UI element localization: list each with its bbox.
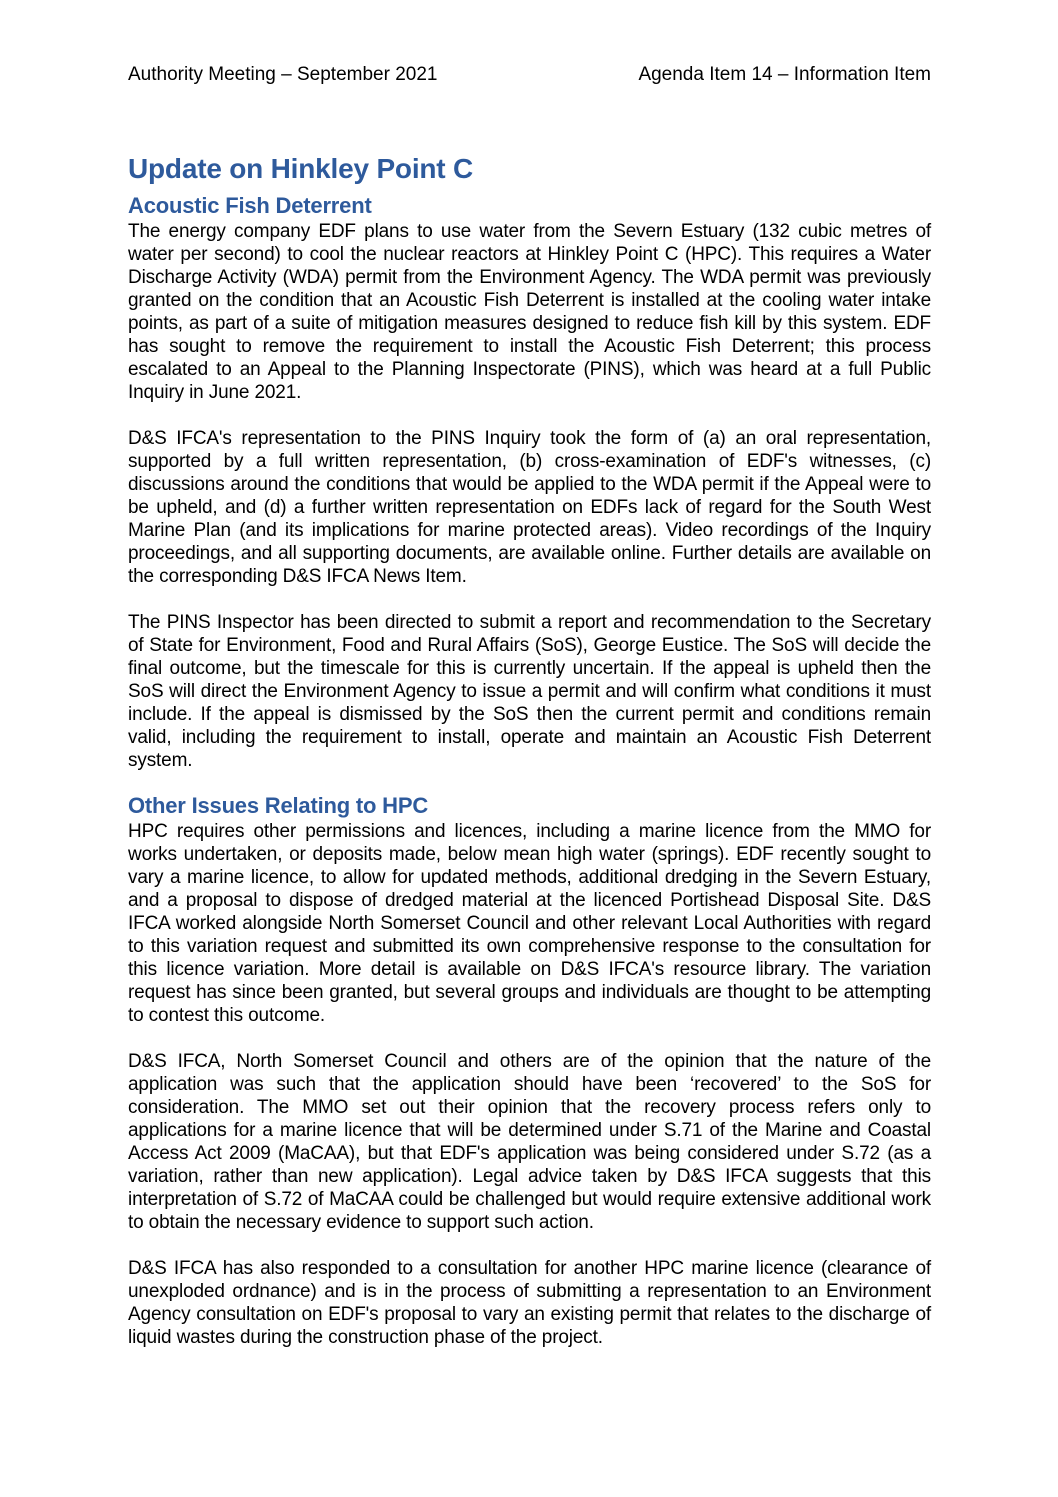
header-meeting: Authority Meeting – September 2021 — [128, 64, 438, 85]
running-header — [128, 62, 931, 88]
section-acoustic-fish-deterrent — [128, 192, 931, 772]
paragraph: HPC requires other permissions and licences, including a marine licence from the MMO for works undertaken, or deposits made, below mean high water (springs). EDF recently sought to vary a marine licence, to allow for updated methods, additional dredging in the Severn Estuary, and a proposal to dispose of dredged material at the licenced Portishead Disposal Site. D&S IFCA worked alongside North Somerset Council and other relevant Local Authorities with regard to this variation request and submitted its own comprehensive response to the consultation for this licence variation. More detail is available on D&S IFCA's resource library. The variation request has since been granted, but several groups and individuals are thought to be attempting to contest this outcome. — [128, 821, 931, 1026]
document-page — [128, 62, 931, 1349]
paragraph: D&S IFCA has also responded to a consultation for another HPC marine licence (clearance of unexploded ordnance) and is in the process of submitting a representation to an Environment Agency consultation on EDF's proposal to vary an existing permit that relates to the discharge of liquid wastes during the construction phase of the project. — [128, 1258, 931, 1348]
paragraph: The PINS Inspector has been directed to submit a report and recommendation to the Secretary of State for Environment, Food and Rural Affairs (SoS), George Eustice. The SoS will decide the final outcome, but the timescale for this is currently uncertain. If the appeal is upheld then the SoS will direct the Environment Agency to issue a permit and will confirm what conditions it must include. If the appeal is dismissed by the SoS then the current permit and conditions remain valid, including the requirement to install, operate and maintain an Acoustic Fish Deterrent system. — [128, 612, 931, 771]
document-title: Update on Hinkley Point C — [128, 153, 474, 184]
paragraph: D&S IFCA, North Somerset Council and others are of the opinion that the nature of the application was such that the application should have been ‘recovered’ to the SoS for consideration. The MMO set out their opinion that the recovery process refers only to applications for a marine licence that will be determined under S.71 of the Marine and Coastal Access Act 2009 (MaCAA), but that EDF's application was being considered under S.72 (as a variation, rather than new application). Legal advice taken by D&S IFCA suggests that this interpretation of S.72 of MaCAA could be challenged but would require extensive additional work to obtain the necessary evidence to support such action. — [128, 1051, 931, 1233]
section-other-issues — [128, 792, 931, 1349]
paragraph: The energy company EDF plans to use water from the Severn Estuary (132 cubic metres of water per second) to cool the nuclear reactors at Hinkley Point C (HPC). This requires a Water Discharge Activity (WDA) permit from the Environment Agency. The WDA permit was previously granted on the condition that an Acoustic Fish Deterrent is installed at the cooling water intake points, as part of a suite of mitigation measures designed to reduce fish kill by this system. EDF has sought to remove the requirement to install the Acoustic Fish Deterrent; this process escalated to an Appeal to the Planning Inspectorate (PINS), which was heard at a full Public Inquiry in June 2021. — [128, 221, 931, 403]
section-heading: Other Issues Relating to HPC — [128, 793, 429, 818]
section-heading: Acoustic Fish Deterrent — [128, 193, 372, 218]
paragraph: D&S IFCA's representation to the PINS Inquiry took the form of (a) an oral representation, supported by a full written representation, (b) cross-examination of EDF's witnesses, (c) discussions around the conditions that would be applied to the WDA permit if the Appeal were to be upheld, and (d) a further written representation on EDFs lack of regard for the South West Marine Plan (and its implications for marine protected areas). Video recordings of the Inquiry proceedings, and all supporting documents, are available online. Further details are available on the corresponding D&S IFCA News Item. — [128, 428, 931, 587]
header-agenda-item: Agenda Item 14 – Information Item — [638, 64, 931, 85]
